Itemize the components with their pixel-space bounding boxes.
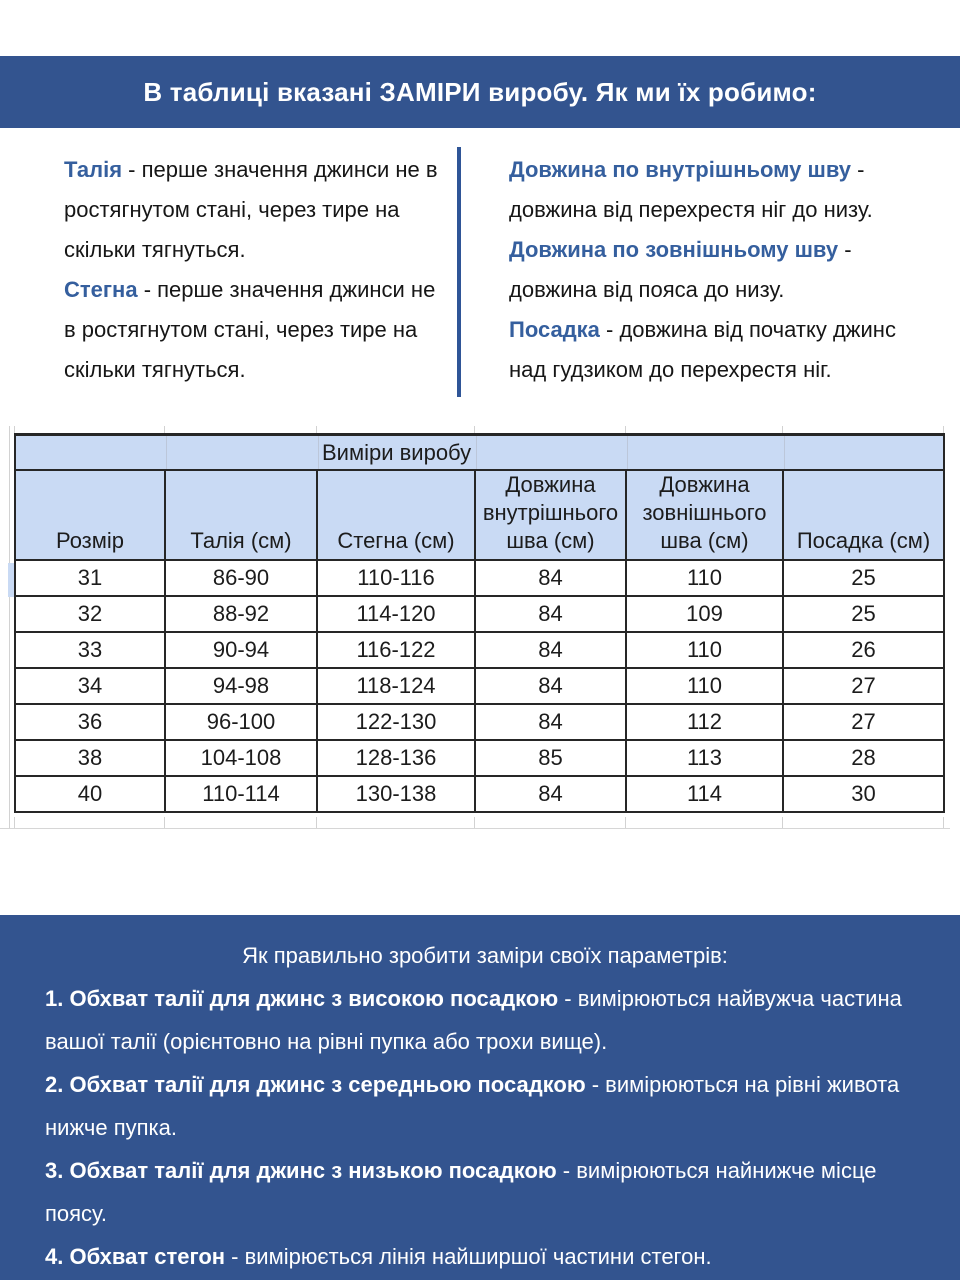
table-cell: 25 [851,565,876,590]
gridline-stub [164,817,165,828]
table-cell: 109 [627,597,784,631]
column-header-hips: Стегна (см) [318,471,476,562]
table-cell: 33 [16,633,166,667]
table-cell: 96-100 [166,705,318,739]
table-row [16,777,943,811]
table-row [16,561,943,597]
gridline-stub [782,426,783,433]
definition-talia [64,150,452,270]
definition-term: Довжина по зовнішньому шву [509,237,839,262]
table-cell: 114-120 [318,597,476,631]
page-title: В таблиці вказані ЗАМІРИ виробу. Як ми їх робимо: [143,76,817,107]
table-cell: 88-92 [166,597,318,631]
table-cell: 84 [476,705,627,739]
gridline-stub [14,817,15,828]
gridline-stub [943,817,944,828]
table-cell: 28 [851,745,876,770]
table-row [16,597,943,633]
instruction-bold: 4. Обхват стегон [45,1244,226,1269]
table-cell: 116-122 [318,633,476,667]
header-banner [0,56,960,128]
gridline-left [9,426,10,829]
definition-text: - довжина від пояса до низу. [509,237,852,302]
instruction-item [45,1235,925,1278]
instruction-bold: 3. Обхват талії для джинс з низькою посадкою [45,1158,557,1183]
table-cell: 118-124 [318,669,476,703]
table-row [16,669,943,705]
size-table [14,433,945,813]
table-cell: 32 [16,597,166,631]
gridline-stub [782,817,783,828]
table-cell: 84 [476,633,627,667]
faint-gridline [476,436,477,469]
instruction-item [45,1149,925,1235]
column-header-rise: Посадка (см) [796,528,931,553]
table-cell: 30 [851,781,876,806]
table-cell: 27 [851,673,876,698]
table-cell: 85 [476,741,627,775]
definition-term: Довжина по внутрішньому шву [509,157,852,182]
faint-gridline [784,436,785,469]
table-row [16,633,943,669]
table-row [16,741,943,777]
definition-text: - довжина від початку джинс над гудзиком до перехрестя ніг. [509,317,896,382]
vertical-divider [457,147,461,397]
definition-inseam [509,150,937,230]
table-cell: 114 [627,777,784,811]
gridline-stub [474,817,475,828]
table-cell: 110 [627,669,784,703]
gridline-stub [625,426,626,433]
gridline-stub [474,426,475,433]
gridline-stub [625,817,626,828]
instruction-bold: 2. Обхват талії для джинс з середньою посадкою [45,1072,586,1097]
instruction-item [45,977,925,1063]
column-header-inseam: Довжина внутрішнього шва (см) [476,471,627,562]
table-title: Виміри виробу [322,439,472,465]
table-cell: 84 [476,669,627,703]
definition-stegna [64,270,452,390]
faint-gridline [318,436,319,469]
table-cell: 122-130 [318,705,476,739]
table-cell: 31 [16,561,166,595]
footer-title: Як правильно зробити заміри своїх параметрів: [242,943,728,968]
table-cell: 128-136 [318,741,476,775]
definition-term: Стегна [64,277,138,302]
gridline-stub [316,426,317,433]
table-header-row [16,471,943,561]
table-cell: 27 [851,709,876,734]
definition-text: - перше значення джинси не в ростягнутом стані, через тире на скільки тягнуться. [64,157,438,262]
gridline-stub [164,426,165,433]
faint-gridline [166,436,167,469]
table-cell: 36 [16,705,166,739]
table-cell: 34 [16,669,166,703]
column-header-outseam: Довжина зовнішнього шва (см) [627,471,784,562]
definition-outseam [509,230,937,310]
definition-term: Посадка [509,317,600,342]
footer-instructions [0,915,960,1280]
table-cell: 110-116 [318,561,476,595]
definition-text: - довжина від перехрестя ніг до низу. [509,157,873,222]
gridline-stub [14,426,15,433]
table-cell: 84 [476,597,627,631]
gridline-bottom [0,828,950,829]
instruction-text: - вимірюються на рівні живота нижче пупка. [45,1072,900,1140]
definitions-left-column [64,150,452,390]
table-row [16,705,943,741]
definition-text: - перше значення джинси не в ростягнутом стані, через тире на скільки тягнуться. [64,277,436,382]
instruction-text: - вимірюється лінія найширшої частини стегон. [225,1244,712,1269]
table-cell: 110 [627,633,784,667]
table-cell: 40 [16,777,166,811]
table-cell: 26 [851,637,876,662]
table-cell: 94-98 [166,669,318,703]
table-merged-header-row [16,436,943,471]
table-cell: 90-94 [166,633,318,667]
gridline-stub [316,817,317,828]
table-cell: 84 [476,561,627,595]
instruction-text: - вимірюються найнижче місце поясу. [45,1158,877,1226]
table-cell: 110 [627,561,784,595]
definition-rise [509,310,937,390]
table-cell: 84 [476,777,627,811]
instruction-item [45,1063,925,1149]
table-cell: 25 [851,601,876,626]
table-cell: 113 [627,741,784,775]
table-cell: 130-138 [318,777,476,811]
column-header-size: Розмір [16,471,166,562]
table-cell: 38 [16,741,166,775]
faint-gridline [627,436,628,469]
table-cell: 104-108 [166,741,318,775]
table-cell: 112 [627,705,784,739]
table-cell: 110-114 [166,777,318,811]
definition-term: Талія [64,157,123,182]
table-cell: 86-90 [166,561,318,595]
gridline-stub [943,426,944,433]
instruction-bold: 1. Обхват талії для джинс з високою посадкою [45,986,559,1011]
instruction-text: - вимірюються найвужча частина вашої талії (орієнтовно на рівні пупка або трохи вище). [45,986,902,1054]
definitions-right-column [509,150,937,390]
column-header-waist: Талія (см) [166,471,318,562]
